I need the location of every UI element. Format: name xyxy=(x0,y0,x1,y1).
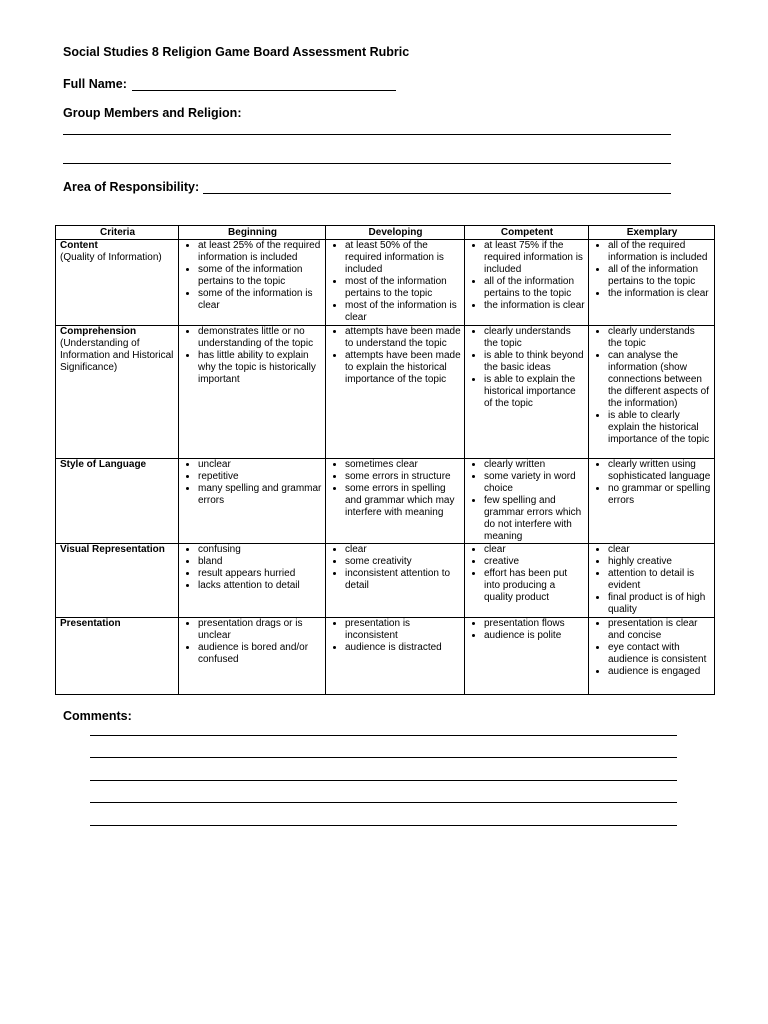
criteria-description: (Quality of Information) xyxy=(60,252,162,263)
descriptor-item: • some of the information pertains to the topic xyxy=(198,264,322,288)
full-name-label: Full Name: xyxy=(63,77,127,91)
descriptor-item: • the information is clear xyxy=(484,300,585,312)
descriptor-list xyxy=(183,459,322,507)
descriptor-item: • result appears hurried xyxy=(198,568,322,580)
descriptor-item: • clear xyxy=(484,544,585,556)
descriptor-item: • clear xyxy=(345,544,461,556)
criteria-cell xyxy=(56,240,179,326)
level-cell-beginning xyxy=(179,240,326,326)
rubric-row xyxy=(56,326,715,459)
descriptor-list xyxy=(330,618,461,654)
criteria-name: Content xyxy=(60,240,98,251)
descriptor-list xyxy=(469,240,585,312)
descriptor-list xyxy=(593,326,711,446)
descriptor-item: • clearly understands the topic xyxy=(608,326,711,350)
descriptor-item: • eye contact with audience is consistent xyxy=(608,642,711,666)
level-cell-competent xyxy=(465,459,589,544)
comment-line-2[interactable] xyxy=(90,757,677,758)
descriptor-item: • all of the information pertains to the topic xyxy=(484,276,585,300)
descriptor-item: • at least 25% of the required information is included xyxy=(198,240,322,264)
descriptor-item: • at least 50% of the required information is included xyxy=(345,240,461,276)
descriptor-list xyxy=(593,459,711,507)
criteria-cell xyxy=(56,459,179,544)
descriptor-item: • no grammar or spelling errors xyxy=(608,483,711,507)
level-cell-beginning xyxy=(179,618,326,695)
descriptor-item: • some creativity xyxy=(345,556,461,568)
descriptor-item: • audience is bored and/or confused xyxy=(198,642,322,666)
descriptor-item: • inconsistent attention to detail xyxy=(345,568,461,592)
criteria-cell xyxy=(56,544,179,618)
descriptor-item: • presentation is inconsistent xyxy=(345,618,461,642)
descriptor-list xyxy=(183,240,322,312)
criteria-cell xyxy=(56,326,179,459)
level-cell-competent xyxy=(465,326,589,459)
descriptor-list xyxy=(593,618,711,678)
descriptor-item: • all of the required information is included xyxy=(608,240,711,264)
descriptor-item: • presentation drags or is unclear xyxy=(198,618,322,642)
comment-line-4[interactable] xyxy=(90,802,677,803)
descriptor-item: • creative xyxy=(484,556,585,568)
header-beginning: Beginning xyxy=(179,226,326,240)
descriptor-item: • some of the information is clear xyxy=(198,288,322,312)
descriptor-item: • sometimes clear xyxy=(345,459,461,471)
rubric-row xyxy=(56,459,715,544)
criteria-name: Style of Language xyxy=(60,459,147,470)
descriptor-item: • is able to clearly explain the historical importance of the topic xyxy=(608,410,711,446)
header-competent: Competent xyxy=(465,226,589,240)
descriptor-item: • is able to think beyond the basic ideas xyxy=(484,350,585,374)
descriptor-item: • bland xyxy=(198,556,322,568)
level-cell-developing xyxy=(326,544,465,618)
rubric-header-row xyxy=(56,226,715,240)
area-of-responsibility-line[interactable] xyxy=(203,193,671,194)
descriptor-item: • effort has been put into producing a quality product xyxy=(484,568,585,604)
descriptor-item: • audience is distracted xyxy=(345,642,461,654)
level-cell-exemplary xyxy=(589,459,715,544)
descriptor-list xyxy=(593,240,711,300)
descriptor-item: • attempts have been made to explain the historical importance of the topic xyxy=(345,350,461,386)
descriptor-item: • clear xyxy=(608,544,711,556)
descriptor-item: • final product is of high quality xyxy=(608,592,711,616)
descriptor-item: • clearly written xyxy=(484,459,585,471)
level-cell-beginning xyxy=(179,544,326,618)
level-cell-exemplary xyxy=(589,240,715,326)
header-developing: Developing xyxy=(326,226,465,240)
descriptor-item: • some variety in word choice xyxy=(484,471,585,495)
full-name-line[interactable] xyxy=(132,90,396,91)
criteria-description: (Understanding of Information and Historical Significance) xyxy=(60,338,174,373)
descriptor-item: • unclear xyxy=(198,459,322,471)
criteria-cell xyxy=(56,618,179,695)
descriptor-item: • many spelling and grammar errors xyxy=(198,483,322,507)
descriptor-list xyxy=(469,544,585,604)
level-cell-developing xyxy=(326,459,465,544)
rubric-table xyxy=(55,225,715,695)
descriptor-item: • presentation is clear and concise xyxy=(608,618,711,642)
descriptor-item: • most of the information pertains to the topic xyxy=(345,276,461,300)
descriptor-item: • audience is engaged xyxy=(608,666,711,678)
descriptor-list xyxy=(330,326,461,386)
level-cell-developing xyxy=(326,618,465,695)
level-cell-exemplary xyxy=(589,618,715,695)
area-of-responsibility-label: Area of Responsibility: xyxy=(63,180,200,194)
level-cell-beginning xyxy=(179,326,326,459)
descriptor-item: • audience is polite xyxy=(484,630,585,642)
descriptor-item: • can analyse the information (show connections between the different aspects of the information) xyxy=(608,350,711,410)
descriptor-list xyxy=(469,459,585,543)
rubric-row xyxy=(56,618,715,695)
group-members-line-2[interactable] xyxy=(63,163,671,164)
comments-label: Comments: xyxy=(63,709,132,723)
descriptor-item: • confusing xyxy=(198,544,322,556)
page-title: Social Studies 8 Religion Game Board Assessment Rubric xyxy=(63,45,410,59)
descriptor-item: • is able to explain the historical importance of the topic xyxy=(484,374,585,410)
descriptor-list xyxy=(183,618,322,666)
descriptor-item: • clearly understands the topic xyxy=(484,326,585,350)
descriptor-item: • attempts have been made to understand the topic xyxy=(345,326,461,350)
descriptor-item: • has little ability to explain why the topic is historically important xyxy=(198,350,322,386)
level-cell-competent xyxy=(465,544,589,618)
descriptor-item: • highly creative xyxy=(608,556,711,568)
descriptor-item: • at least 75% if the required information is included xyxy=(484,240,585,276)
comment-line-1[interactable] xyxy=(90,735,677,736)
rubric-row xyxy=(56,544,715,618)
descriptor-item: • demonstrates little or no understanding of the topic xyxy=(198,326,322,350)
level-cell-competent xyxy=(465,240,589,326)
group-members-line-1[interactable] xyxy=(63,134,671,135)
descriptor-item: • most of the information is clear xyxy=(345,300,461,324)
comment-line-3[interactable] xyxy=(90,780,677,781)
descriptor-list xyxy=(183,544,322,592)
descriptor-list xyxy=(469,326,585,410)
descriptor-item: • attention to detail is evident xyxy=(608,568,711,592)
criteria-name: Comprehension xyxy=(60,326,137,337)
descriptor-item: • lacks attention to detail xyxy=(198,580,322,592)
descriptor-item: • the information is clear xyxy=(608,288,711,300)
level-cell-beginning xyxy=(179,459,326,544)
descriptor-list xyxy=(330,240,461,324)
descriptor-item: • presentation flows xyxy=(484,618,585,630)
level-cell-exemplary xyxy=(589,326,715,459)
level-cell-exemplary xyxy=(589,544,715,618)
descriptor-list xyxy=(593,544,711,616)
descriptor-item: • clearly written using sophisticated language xyxy=(608,459,711,483)
descriptor-item: • all of the information pertains to the topic xyxy=(608,264,711,288)
level-cell-developing xyxy=(326,240,465,326)
group-members-label: Group Members and Religion: xyxy=(63,106,242,120)
descriptor-item: • some errors in spelling and grammar which may interfere with meaning xyxy=(345,483,461,519)
comment-line-5[interactable] xyxy=(90,825,677,826)
descriptor-item: • few spelling and grammar errors which do not interfere with meaning xyxy=(484,495,585,543)
descriptor-list xyxy=(183,326,322,386)
header-exemplary: Exemplary xyxy=(589,226,715,240)
rubric-row xyxy=(56,240,715,326)
descriptor-list xyxy=(330,459,461,519)
criteria-name: Presentation xyxy=(60,618,121,629)
descriptor-list xyxy=(469,618,585,642)
descriptor-item: • repetitive xyxy=(198,471,322,483)
level-cell-developing xyxy=(326,326,465,459)
level-cell-competent xyxy=(465,618,589,695)
descriptor-item: • some errors in structure xyxy=(345,471,461,483)
header-criteria: Criteria xyxy=(56,226,179,240)
descriptor-list xyxy=(330,544,461,592)
criteria-name: Visual Representation xyxy=(60,544,165,555)
